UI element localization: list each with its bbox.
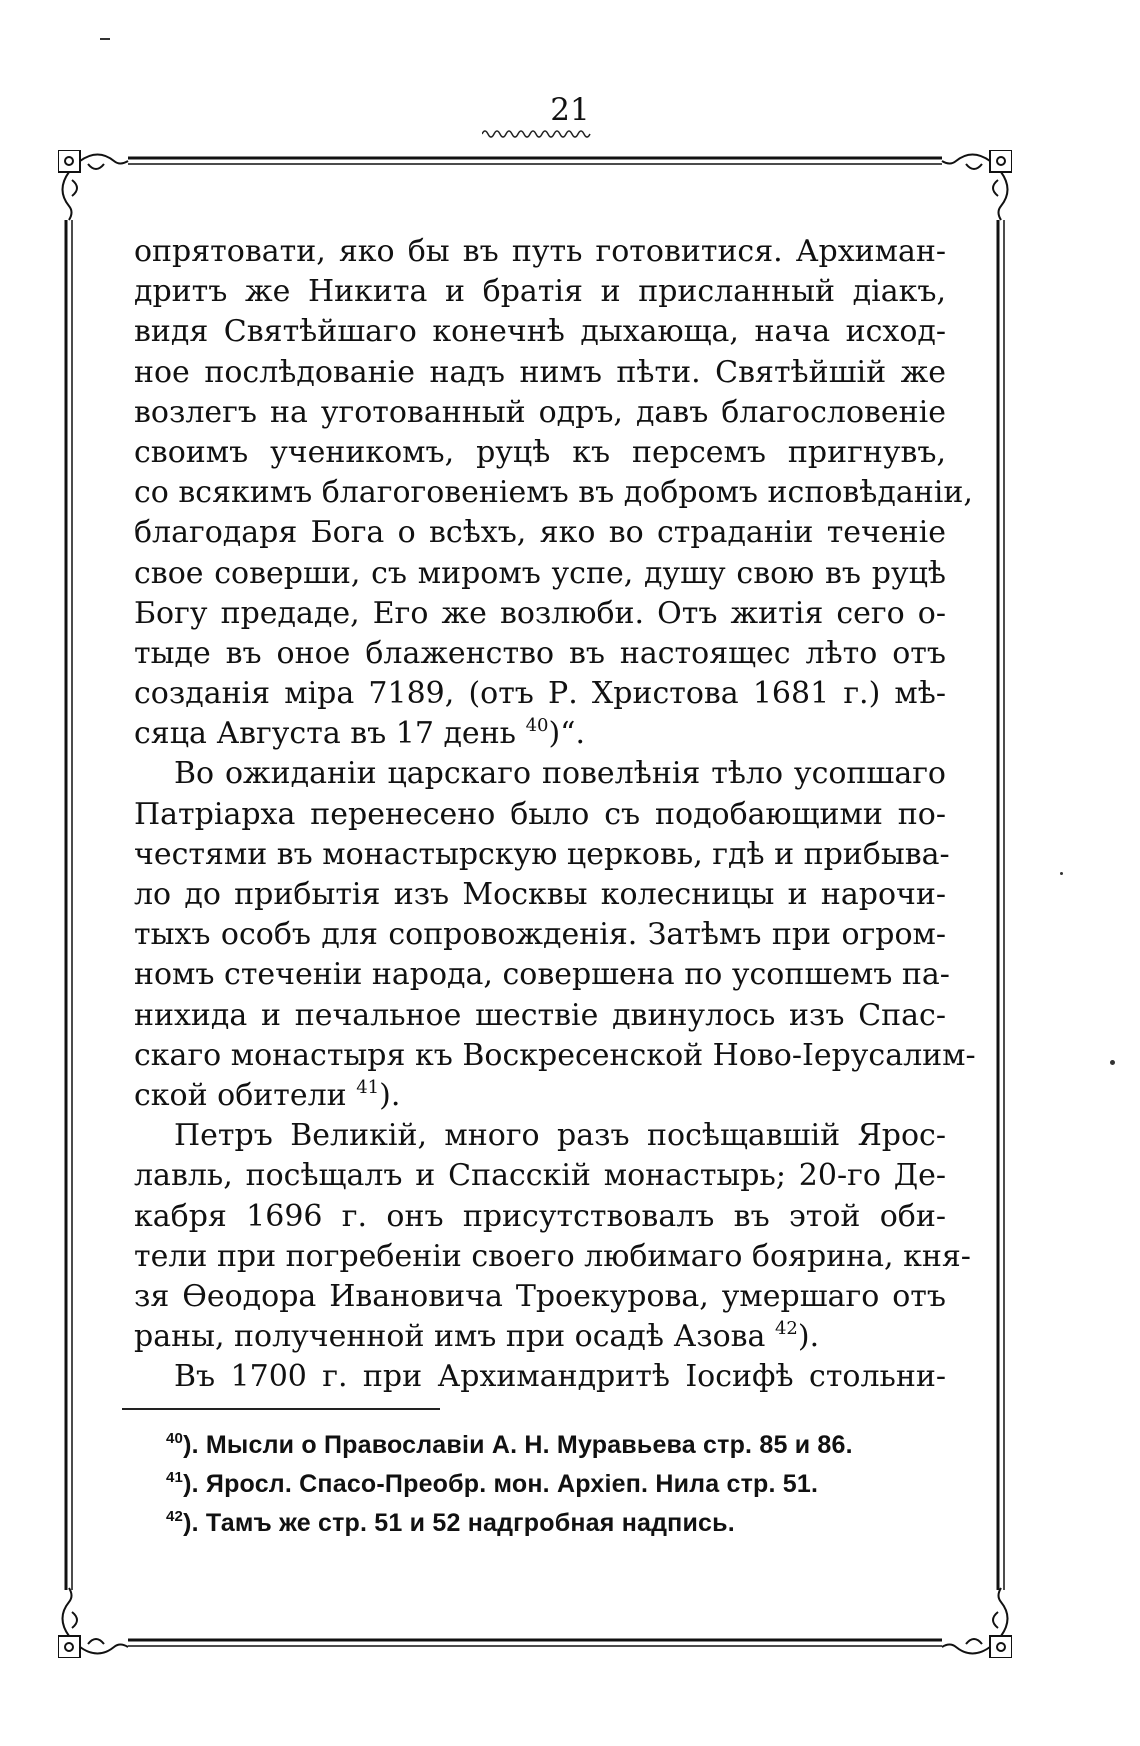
text-line: кабря 1696 г. онъ присутствовалъ въ этой оби-: [134, 1198, 946, 1234]
text-line: дритъ же Никита и братія и присланный діакъ,: [134, 274, 946, 310]
text-line: ное послѣдованіе надъ нимъ пѣти. Святѣйшій же: [134, 354, 946, 390]
text-line-tail: )“.: [548, 716, 586, 752]
corner-ornament-bottom-left: [58, 1588, 128, 1658]
text-line: Богу предаде, Его же возлюби. Отъ житія сего о-: [134, 595, 946, 631]
paragraph: [134, 1357, 946, 1397]
footnote-mark: 41: [166, 1469, 184, 1486]
footnote-reference: 42: [774, 1318, 798, 1340]
text-line: [134, 714, 946, 754]
text-line: Во ожиданіи царскаго повелѣнія тѣло усопшаго: [174, 756, 946, 792]
footnote: [166, 1426, 926, 1465]
text-line-body: раны, полученной имъ при осадѣ Азова: [134, 1319, 775, 1355]
text-line-tail: ).: [379, 1077, 401, 1113]
text-line: тели при погребеніи своего любимаго боярина, кня-: [134, 1238, 971, 1274]
text-line: номъ стеченіи народа, совершена по усопшемъ па-: [134, 957, 950, 993]
text-line-tail: ).: [797, 1319, 820, 1355]
page-number: 21: [550, 92, 590, 128]
corner-ornament-bottom-right: [942, 1588, 1012, 1658]
text-line: свое соверши, съ миромъ успе, душу свою въ руцѣ: [134, 555, 946, 591]
text-line: скаго монастыря къ Воскресенской Ново-Іерусалим-: [134, 1037, 976, 1073]
paragraph: [134, 754, 976, 1116]
text-line: тыхъ особъ для сопровожденія. Затѣмъ при огром-: [134, 917, 946, 953]
text-line: зя Ѳеодора Ивановича Троекурова, умершаго отъ: [134, 1278, 946, 1314]
text-line: Патріарха перенесено было съ подобающими по-: [134, 796, 946, 832]
paragraph: [134, 232, 973, 754]
scan-speck: [1110, 1060, 1115, 1065]
scan-speck: [1060, 872, 1063, 875]
text-line: лавль, посѣщалъ и Спасскій монастырь; 20-го Де-: [134, 1158, 946, 1194]
text-line: благодаря Бога о всѣхъ, яко во страданіи теченіе: [134, 515, 946, 551]
text-line: со всякимъ благоговеніемъ въ добромъ исповѣданіи,: [134, 475, 973, 511]
footnote-text: ). Яросл. Спасо-Преобр. мон. Архіеп. Нила стр. 51.: [183, 1470, 819, 1498]
text-line: опрятовати, яко бы въ путь готовитися. Архиман-: [134, 234, 946, 269]
paragraph: [134, 1116, 971, 1357]
text-line: [134, 1076, 946, 1116]
footnote: [166, 1504, 926, 1543]
footnotes: [166, 1426, 926, 1543]
text-line-body: ской обители: [134, 1077, 357, 1113]
corner-ornament-top-left: [58, 150, 128, 220]
text-line: Петръ Великій, много разъ посѣщавшій Ярос-: [174, 1118, 946, 1154]
text-line: Въ 1700 г. при Архимандритѣ Іосифѣ стольни-: [174, 1359, 946, 1395]
text-line: созданія міра 7189, (отъ Р. Христова 1681 г.) мѣ-: [134, 676, 946, 712]
text-line: своимъ ученикомъ, руцѣ къ персемъ пригнувъ,: [134, 434, 946, 470]
text-line-body: сяца Августа въ 17 день: [134, 716, 526, 752]
text-line: ло до прибытія изъ Москвы колесницы и нарочи-: [134, 877, 946, 912]
scan-speck: [100, 38, 110, 40]
page-number-ornament: [482, 128, 592, 140]
text-line: нихида и печальное шествіе двинулось изъ Спас-: [134, 997, 946, 1033]
text-line: тыде въ оное блаженство въ настоящес лѣто отъ: [134, 635, 946, 671]
footnote-mark: 42: [166, 1508, 184, 1525]
footnote-text: ). Тамъ же стр. 51 и 52 надгробная надпись.: [183, 1509, 735, 1537]
main-text: [134, 232, 976, 1397]
footnote-reference: 40: [525, 715, 549, 737]
text-line: возлегъ на уготованный одръ, давъ благословеніе: [134, 394, 946, 430]
footnote-mark: 40: [166, 1430, 184, 1447]
footnote-separator: [122, 1408, 440, 1410]
text-line: [134, 1317, 946, 1357]
footnote-reference: 41: [356, 1076, 380, 1098]
footnote: [166, 1465, 926, 1504]
text-line: видя Святѣйшаго конечнѣ дыхающа, нача исход-: [134, 314, 946, 350]
footnote-text: ). Мысли о Православіи А. Н. Муравьева стр. 85 и 86.: [183, 1431, 853, 1459]
corner-ornament-top-right: [942, 150, 1012, 220]
text-line: честями въ монастырскую церковь, гдѣ и прибыва-: [134, 836, 950, 872]
